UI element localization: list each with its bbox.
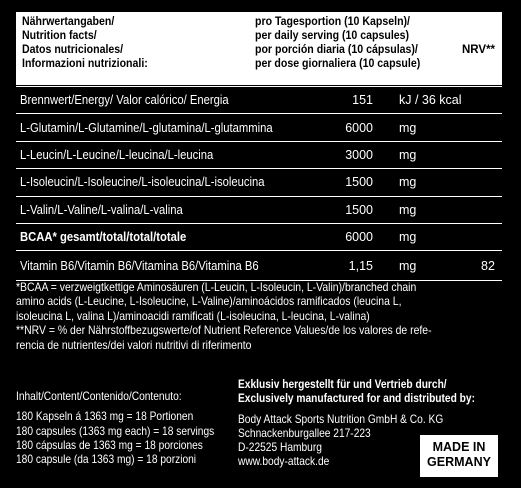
nutrient-table	[16, 86, 502, 281]
header-title-column	[22, 15, 252, 71]
footnote-line: *BCAA = verzweigtkettige Aminosäuren (L-Leucin, L-Isoleucin, L-Valin)/branched chain	[16, 281, 417, 294]
nutrient-name: L-Isoleucin/L-Isoleucine/L-isoleucina/L-isoleucina	[20, 175, 265, 190]
content-title: Inhalt/Content/Contenido/Contenuto:	[16, 390, 182, 403]
nutrient-name: L-Valin/L-Valine/L-valina/L-valina	[20, 202, 183, 217]
nutrient-amount: 1,15	[348, 258, 373, 273]
table-row	[16, 197, 502, 224]
header-serving-line: pro Tagesportion (10 Kapseln)/	[255, 16, 411, 28]
nutrient-amount: 1500	[345, 202, 373, 217]
made-in-line: MADE IN	[432, 440, 486, 454]
content-line: 180 cápsulas de 1363 mg = 18 porciones	[16, 438, 203, 452]
footnote-line: **NRV = % der Nährstoffbezugswerte/of Nutrient Reference Values/de los valores de refe-	[16, 324, 432, 338]
footnote-line: isoleucina L, valina L)/aminoacidi ramificati (L-isoleucina, L-leucina, L-valina)	[16, 309, 370, 323]
nutrient-amount: 151	[352, 93, 373, 108]
content-info	[16, 390, 256, 467]
content-line: 180 capsules (1363 mg each) = 18 servings	[16, 424, 215, 438]
distributor-title-line: Exclusively manufactured for and distributed by:	[238, 392, 475, 406]
table-row	[16, 142, 502, 169]
nutrient-unit: mg	[399, 202, 417, 217]
nutrient-unit: mg	[399, 120, 417, 135]
footnote	[16, 281, 502, 353]
made-in-country: GERMANY	[427, 455, 491, 469]
header-serving-line: per dose giornaliera (10 capsule)	[255, 58, 421, 70]
table-row	[16, 87, 502, 114]
label-header	[16, 12, 502, 85]
table-row	[16, 251, 502, 281]
nutrient-nrv: 82	[481, 258, 495, 273]
table-row	[16, 114, 502, 141]
nutrient-unit: mg	[399, 175, 417, 190]
footnote-line: rencia de nutrientes/dei valori nutritivi di riferimento	[16, 338, 252, 352]
distributor-address-line: D-22525 Hamburg	[238, 441, 322, 455]
header-nrv: NRV**	[462, 44, 496, 56]
nutrient-unit: mg	[399, 258, 417, 273]
nutrient-name: L-Leucin/L-Leucine/L-leucina/L-leucina	[20, 147, 214, 162]
table-row-bcaa-total	[16, 224, 502, 251]
header-title-line: Datos nutricionales/	[22, 44, 124, 56]
footnote-line: amino acids (L-Leucine, L-Isoleucine, L-Valine)/aminoácidos ramificados (leucina L,	[16, 295, 402, 309]
nutrient-amount: 6000	[345, 230, 373, 245]
nutrient-amount: 6000	[345, 120, 373, 135]
nutrient-amount: 3000	[345, 147, 373, 162]
header-serving-column	[255, 15, 455, 71]
made-in-germany-badge	[420, 435, 498, 477]
table-row	[16, 169, 502, 196]
distributor-address-line: Body Attack Sports Nutrition GmbH & Co. KG	[238, 412, 444, 426]
header-title-line: Nährwertangaben/	[22, 16, 115, 28]
content-line: 180 Kapseln á 1363 mg = 18 Portionen	[16, 410, 194, 424]
content-line: 180 capsule (da 1363 mg) = 18 porzioni	[16, 453, 197, 467]
distributor-website: www.body-attack.de	[238, 455, 330, 469]
nutrient-unit: mg	[399, 230, 417, 245]
nutrient-unit: kJ / 36 kcal	[399, 93, 462, 108]
distributor-address-line: Schnackenburgallee 217-223	[238, 426, 371, 440]
header-title-line: Nutrition facts/	[22, 30, 97, 42]
distributor-title-line: Exklusiv hergestellt für und Vertrieb durch/	[238, 378, 447, 391]
header-serving-line: per daily serving (10 capsules)	[255, 30, 410, 42]
nutrient-name: L-Glutamin/L-Glutamine/L-glutamina/L-glutammina	[20, 120, 273, 135]
nutrient-name: Vitamin B6/Vitamin B6/Vitamina B6/Vitamina B6	[20, 258, 259, 273]
header-serving-line: por porción diaria (10 cápsulas)/	[255, 44, 418, 56]
nutrient-name: BCAA* gesamt/total/total/totale	[20, 230, 187, 245]
nutrient-amount: 1500	[345, 175, 373, 190]
nutrient-unit: mg	[399, 147, 417, 162]
header-title-line: Informazioni nutrizionali:	[22, 58, 148, 70]
nutrient-name: Brennwert/Energy/ Valor calórico/ Energia	[20, 93, 229, 108]
